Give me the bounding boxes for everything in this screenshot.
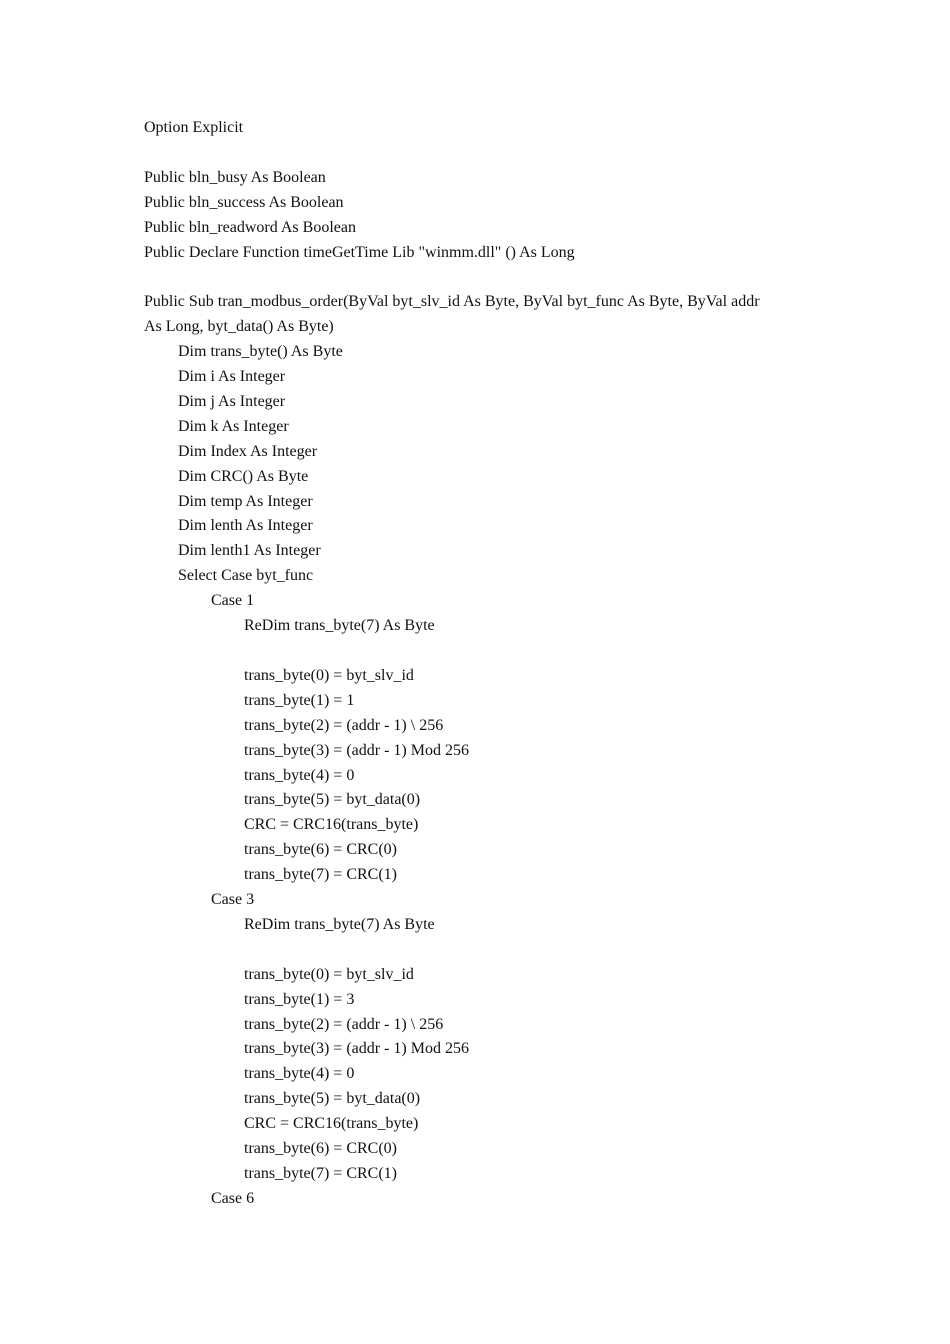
code-line: trans_byte(6) = CRC(0) <box>244 841 397 859</box>
code-line: Dim k As Integer <box>178 417 289 435</box>
code-line: Dim CRC() As Byte <box>178 467 309 485</box>
code-line: trans_byte(1) = 3 <box>244 990 355 1008</box>
code-line: trans_byte(1) = 1 <box>244 691 355 709</box>
code-line: trans_byte(2) = (addr - 1) \ 256 <box>244 1015 444 1033</box>
code-line: Case 6 <box>211 1189 255 1207</box>
code-line: trans_byte(0) = byt_slv_id <box>244 965 414 983</box>
code-line: trans_byte(5) = byt_data(0) <box>244 791 421 809</box>
code-line: trans_byte(4) = 0 <box>244 766 355 784</box>
code-line <box>144 141 824 166</box>
code-line: trans_byte(7) = CRC(1) <box>244 1165 397 1182</box>
code-line: Dim i As Integer <box>178 368 286 386</box>
code-line: Option Explicit <box>144 119 244 136</box>
code-line <box>144 265 824 290</box>
code-line: CRC = CRC16(trans_byte) <box>244 816 419 834</box>
code-line: trans_byte(4) = 0 <box>244 1065 355 1083</box>
code-line <box>144 938 824 963</box>
code-line: ReDim trans_byte(7) As Byte <box>244 617 435 635</box>
code-line: trans_byte(3) = (addr - 1) Mod 256 <box>244 741 469 759</box>
code-line: trans_byte(0) = byt_slv_id <box>244 666 414 684</box>
code-line: trans_byte(2) = (addr - 1) \ 256 <box>244 716 444 734</box>
code-line: trans_byte(6) = CRC(0) <box>244 1140 397 1158</box>
code-line: Public bln_readword As Boolean <box>144 218 356 236</box>
code-line: Case 3 <box>211 891 255 909</box>
code-line: Dim lenth1 As Integer <box>178 542 321 560</box>
code-line: trans_byte(7) = CRC(1) <box>244 866 397 884</box>
code-line: As Long, byt_data() As Byte) <box>144 318 334 336</box>
code-line: Public Declare Function timeGetTime Lib "winmm.dll" () As Long <box>144 243 575 261</box>
code-line: Public bln_success As Boolean <box>144 193 344 211</box>
code-line: Case 1 <box>211 592 255 610</box>
code-line: Dim j As Integer <box>178 392 286 410</box>
code-line: Dim lenth As Integer <box>178 517 313 535</box>
code-line: Dim trans_byte() As Byte <box>178 343 343 361</box>
code-line: Dim temp As Integer <box>178 492 313 510</box>
code-document <box>144 116 824 1212</box>
code-line: CRC = CRC16(trans_byte) <box>244 1115 419 1133</box>
code-line: trans_byte(5) = byt_data(0) <box>244 1090 421 1108</box>
code-line: Dim Index As Integer <box>178 442 318 460</box>
code-line: ReDim trans_byte(7) As Byte <box>244 915 435 933</box>
code-line: Public Sub tran_modbus_order(ByVal byt_slv_id As Byte, ByVal byt_func As Byte, ByVal addr <box>144 293 760 311</box>
code-line: trans_byte(3) = (addr - 1) Mod 256 <box>244 1040 469 1058</box>
code-line <box>144 639 824 664</box>
code-line: Select Case byt_func <box>178 567 314 585</box>
code-line: Public bln_busy As Boolean <box>144 168 326 186</box>
